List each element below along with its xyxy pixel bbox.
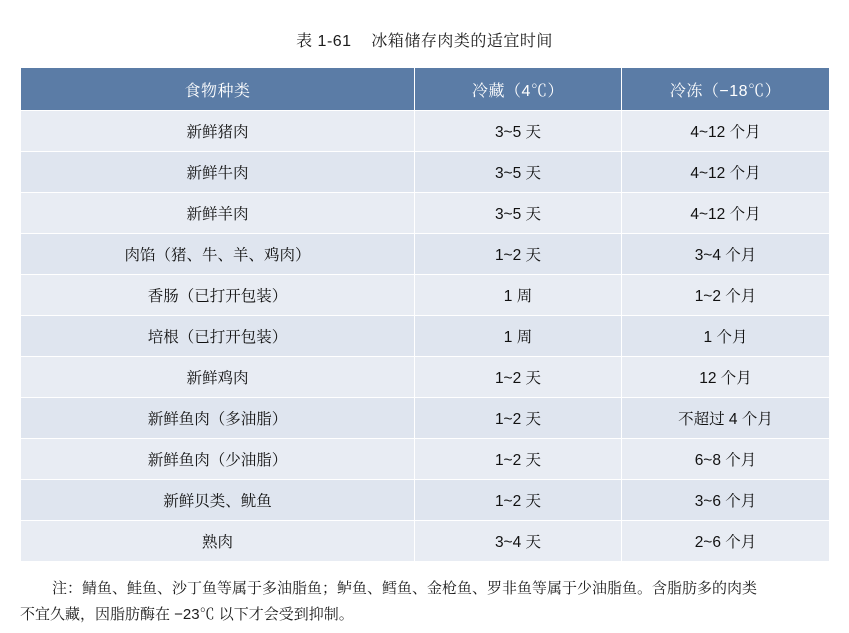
table-row [21, 398, 830, 439]
cell-refrigerate: 1~2 天 [415, 398, 622, 439]
cell-food-type: 新鲜贝类、鱿鱼 [21, 480, 415, 521]
cell-freeze: 1 个月 [622, 316, 830, 357]
cell-freeze: 不超过 4 个月 [622, 398, 830, 439]
cell-freeze: 4~12 个月 [622, 152, 830, 193]
cell-refrigerate: 1 周 [415, 275, 622, 316]
table-row [21, 480, 830, 521]
cell-refrigerate: 1 周 [415, 316, 622, 357]
cell-freeze: 4~12 个月 [622, 193, 830, 234]
cell-refrigerate: 3~4 天 [415, 521, 622, 562]
cell-refrigerate: 1~2 天 [415, 357, 622, 398]
column-header-freeze: 冷冻（−18℃） [622, 68, 830, 111]
cell-freeze: 2~6 个月 [622, 521, 830, 562]
cell-refrigerate: 3~5 天 [415, 152, 622, 193]
table-row [21, 152, 830, 193]
cell-freeze: 12 个月 [622, 357, 830, 398]
meat-storage-table [20, 67, 830, 562]
column-header-food-type: 食物种类 [21, 68, 415, 111]
cell-food-type: 培根（已打开包装） [21, 316, 415, 357]
note-line-1 [20, 576, 829, 602]
table-row [21, 193, 830, 234]
cell-freeze: 3~4 个月 [622, 234, 830, 275]
cell-freeze: 6~8 个月 [622, 439, 830, 480]
note-line-2: 不宜久藏，因脂肪酶在 −23℃ 以下才会受到抑制。 [20, 605, 354, 623]
cell-food-type: 新鲜猪肉 [21, 111, 415, 152]
table-row [21, 316, 830, 357]
cell-food-type: 肉馅（猪、牛、羊、鸡肉） [21, 234, 415, 275]
cell-refrigerate: 1~2 天 [415, 234, 622, 275]
table-row [21, 275, 830, 316]
note-line-1-text: 注：鲭鱼、鲑鱼、沙丁鱼等属于多油脂鱼；鲈鱼、鳕鱼、金枪鱼、罗非鱼等属于少油脂鱼。含脂肪多的肉类 [52, 580, 758, 597]
cell-freeze: 4~12 个月 [622, 111, 830, 152]
table-header [21, 68, 830, 111]
table-body [21, 111, 830, 562]
column-header-refrigerate: 冷藏（4℃） [415, 68, 622, 111]
cell-food-type: 新鲜鱼肉（多油脂） [21, 398, 415, 439]
table-row [21, 234, 830, 275]
cell-food-type: 新鲜鸡肉 [21, 357, 415, 398]
table-row [21, 357, 830, 398]
cell-refrigerate: 3~5 天 [415, 111, 622, 152]
cell-food-type: 香肠（已打开包装） [21, 275, 415, 316]
cell-food-type: 熟肉 [21, 521, 415, 562]
cell-refrigerate: 1~2 天 [415, 480, 622, 521]
cell-freeze: 3~6 个月 [622, 480, 830, 521]
table-header-row [21, 68, 830, 111]
table-note [20, 576, 829, 627]
cell-freeze: 1~2 个月 [622, 275, 830, 316]
cell-refrigerate: 3~5 天 [415, 193, 622, 234]
table-caption: 表 1-61 冰箱储存肉类的适宜时间 [296, 33, 553, 50]
cell-refrigerate: 1~2 天 [415, 439, 622, 480]
cell-food-type: 新鲜鱼肉（少油脂） [21, 439, 415, 480]
table-row [21, 439, 830, 480]
cell-food-type: 新鲜羊肉 [21, 193, 415, 234]
table-row [21, 521, 830, 562]
cell-food-type: 新鲜牛肉 [21, 152, 415, 193]
table-row [21, 111, 830, 152]
